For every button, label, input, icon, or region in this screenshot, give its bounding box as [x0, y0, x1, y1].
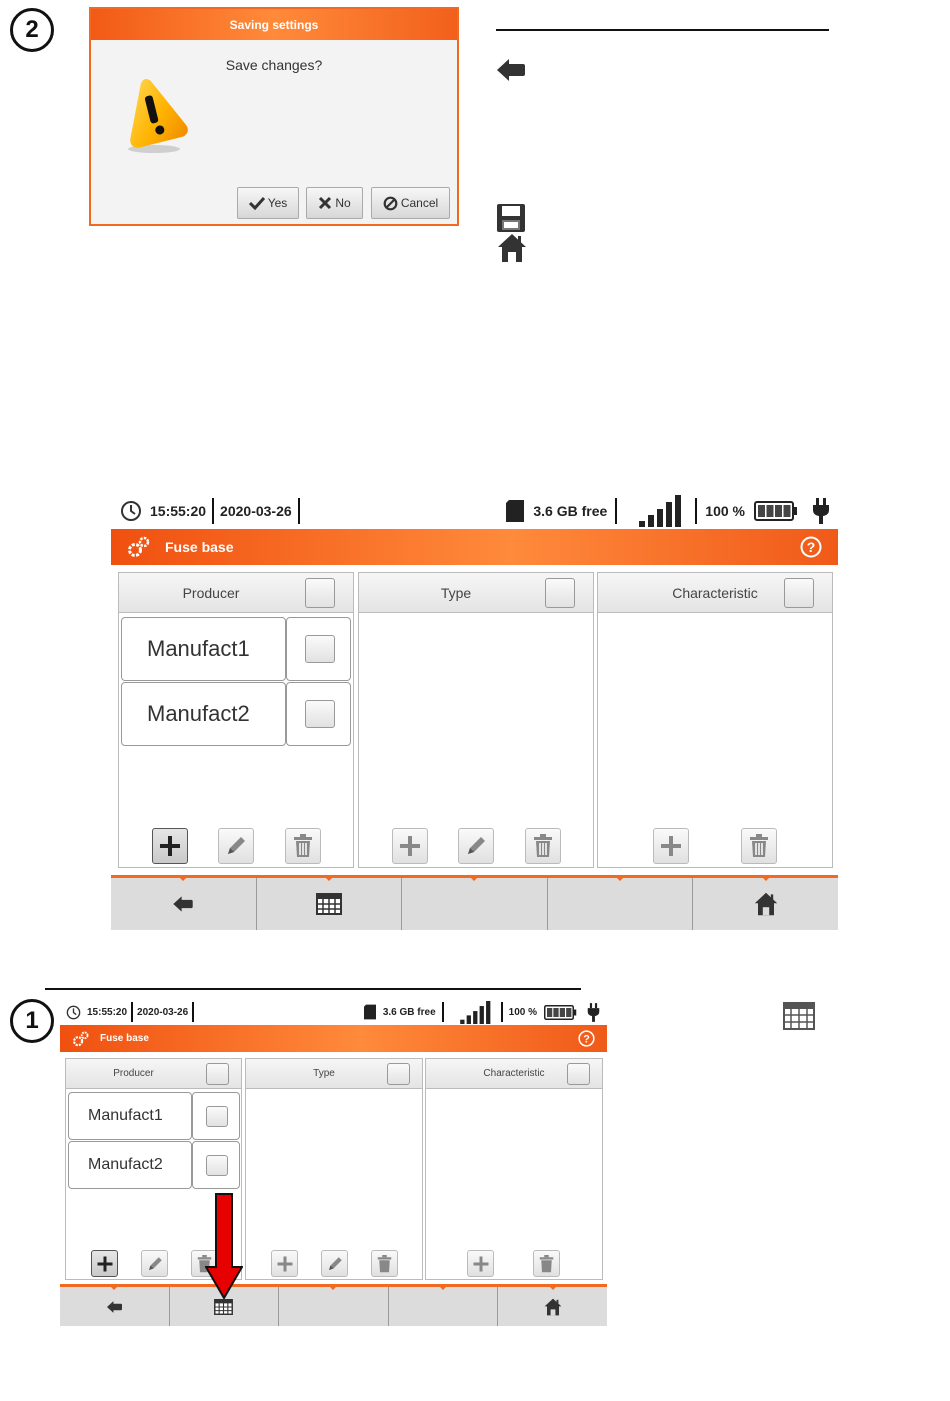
dialog-message: Save changes?: [225, 57, 323, 73]
add-producer-button[interactable]: [91, 1250, 118, 1277]
separator: [695, 498, 697, 524]
producer-select-all-checkbox[interactable]: [206, 1063, 229, 1085]
edit-producer-button[interactable]: [141, 1250, 168, 1277]
producer-name: Manufact2: [88, 1156, 163, 1173]
battery-icon: [754, 501, 798, 521]
home-button[interactable]: [498, 1287, 607, 1326]
empty-toolbar-slot: [548, 878, 694, 930]
characteristic-select-all-checkbox[interactable]: [567, 1063, 590, 1085]
status-date: 2020-03-26: [137, 1006, 189, 1018]
add-producer-button[interactable]: [152, 828, 188, 864]
characteristic-header: [426, 1059, 602, 1089]
producer-row-checkbox-cell: [192, 1141, 240, 1189]
type-header-label: Type: [440, 584, 472, 601]
highlight-arrow: [205, 1193, 243, 1299]
plus-icon: [276, 1255, 294, 1273]
gears-icon: [72, 1031, 90, 1047]
home-icon: [544, 1298, 562, 1316]
table-button[interactable]: [257, 878, 403, 930]
delete-type-button[interactable]: [525, 828, 561, 864]
separator: [442, 1002, 444, 1022]
yes-button[interactable]: [237, 187, 299, 219]
sd-card-icon: [506, 500, 524, 522]
home-icon: [497, 233, 527, 263]
producer-row-name[interactable]: [121, 682, 286, 746]
battery-icon: [544, 1005, 577, 1020]
step-1-marker: [10, 999, 54, 1043]
back-button[interactable]: [111, 878, 257, 930]
add-type-button[interactable]: [271, 1250, 298, 1277]
delete-producer-button[interactable]: [285, 828, 321, 864]
producer-select-all-checkbox[interactable]: [305, 578, 335, 608]
page-title: Fuse base: [100, 1033, 149, 1044]
type-select-all-checkbox[interactable]: [545, 578, 575, 608]
separator: [615, 498, 617, 524]
empty-toolbar-slot: [389, 1287, 499, 1326]
pencil-icon: [146, 1255, 164, 1273]
signal-icon: [460, 1001, 492, 1024]
help-icon[interactable]: [800, 536, 822, 558]
producer-row-checkbox-cell: [286, 617, 351, 681]
separator: [131, 1002, 133, 1022]
empty-toolbar-slot: [279, 1287, 389, 1326]
plus-icon: [472, 1255, 490, 1273]
gears-icon: [127, 536, 151, 558]
producer-row-name[interactable]: [121, 617, 286, 681]
back-arrow-icon: [107, 1300, 122, 1314]
producer-row-checkbox-cell: [286, 682, 351, 746]
bottom-toolbar-small: [60, 1284, 607, 1326]
status-storage: 3.6 GB free: [533, 503, 608, 519]
dialog-title: Saving settings: [91, 9, 457, 40]
type-panel-small: [245, 1058, 423, 1280]
characteristic-header: [598, 573, 832, 613]
notch: [329, 1286, 337, 1290]
bottom-toolbar: [111, 875, 838, 930]
notch: [616, 877, 624, 881]
status-bar-small: [66, 1000, 600, 1024]
status-date: 2020-03-26: [220, 503, 292, 519]
plus-icon: [96, 1255, 114, 1273]
no-button[interactable]: [306, 187, 363, 219]
status-bar: [120, 495, 830, 527]
delete-characteristic-button[interactable]: [533, 1250, 560, 1277]
producer-header: [119, 573, 353, 613]
type-header: [246, 1059, 422, 1089]
delete-type-button[interactable]: [371, 1250, 398, 1277]
title-bar: [111, 529, 838, 565]
notch: [325, 877, 333, 881]
producer-header: [66, 1059, 241, 1089]
cancel-label: Cancel: [400, 196, 439, 210]
floppy-disk-icon: [497, 204, 525, 232]
status-storage: 3.6 GB free: [382, 1006, 436, 1018]
separator: [192, 1002, 194, 1022]
back-arrow-icon: [173, 895, 193, 913]
status-battery-text: 100 %: [705, 503, 745, 519]
trash-icon: [539, 1255, 554, 1273]
producer-name: Manufact1: [88, 1107, 163, 1124]
delete-characteristic-button[interactable]: [741, 828, 777, 864]
no-label: No: [335, 196, 351, 210]
step-1-number: 1: [25, 1007, 39, 1034]
producer-header-label: Producer: [182, 584, 240, 601]
producer-row-checkbox-cell: [192, 1092, 240, 1140]
plus-icon: [158, 834, 182, 858]
status-time: 15:55:20: [150, 503, 207, 519]
pencil-icon: [224, 834, 248, 858]
save-settings-dialog: [89, 7, 459, 226]
separator: [501, 1002, 503, 1022]
svg-text:?: ?: [806, 539, 816, 555]
step-1-divider: [45, 988, 581, 990]
characteristic-panel: [597, 572, 833, 868]
page-title: Fuse base: [165, 539, 234, 555]
producer-name: Manufact2: [147, 701, 250, 726]
producer-row-checkbox[interactable]: [206, 1155, 228, 1176]
edit-type-button[interactable]: [458, 828, 494, 864]
notch: [179, 877, 187, 881]
home-icon: [754, 892, 778, 916]
cancel-button[interactable]: [371, 187, 450, 219]
trash-icon: [749, 834, 769, 858]
yes-label: Yes: [267, 196, 288, 210]
power-plug-icon: [587, 1003, 600, 1022]
power-plug-icon: [812, 498, 830, 524]
cancel-icon: [383, 196, 398, 211]
add-characteristic-button[interactable]: [653, 828, 689, 864]
producer-row-name[interactable]: [68, 1092, 192, 1140]
characteristic-header-label: Characteristic: [672, 584, 758, 601]
add-type-button[interactable]: [392, 828, 428, 864]
back-button[interactable]: [60, 1287, 170, 1326]
home-button[interactable]: [693, 878, 838, 930]
clock-icon: [120, 500, 142, 522]
step-2-number: 2: [25, 16, 39, 43]
producer-row-checkbox[interactable]: [305, 700, 335, 728]
trash-icon: [533, 834, 553, 858]
trash-icon: [293, 834, 313, 858]
checkmark-icon: [249, 196, 265, 210]
status-battery-text: 100 %: [508, 1006, 537, 1018]
type-panel: [358, 572, 594, 868]
x-icon: [318, 196, 332, 210]
add-characteristic-button[interactable]: [467, 1250, 494, 1277]
notch: [470, 877, 478, 881]
producer-name: Manufact1: [147, 636, 250, 661]
empty-toolbar-slot: [402, 878, 548, 930]
back-arrow-icon: [497, 57, 525, 83]
producer-panel: [118, 572, 354, 868]
table-icon: [316, 893, 342, 915]
plus-icon: [398, 834, 422, 858]
table-icon: [783, 1002, 815, 1030]
characteristic-panel-small: [425, 1058, 603, 1280]
pencil-icon: [326, 1255, 344, 1273]
notch: [762, 877, 770, 881]
type-header-label: Type: [313, 1068, 335, 1079]
notch: [549, 1286, 557, 1290]
edit-type-button[interactable]: [321, 1250, 348, 1277]
svg-text:?: ?: [583, 1033, 590, 1046]
characteristic-select-all-checkbox[interactable]: [784, 578, 814, 608]
notch: [110, 1286, 118, 1290]
status-time: 15:55:20: [87, 1006, 128, 1018]
notch: [439, 1286, 447, 1290]
pencil-icon: [464, 834, 488, 858]
characteristic-header-label: Characteristic: [483, 1068, 545, 1079]
clock-icon: [66, 1005, 81, 1020]
help-icon[interactable]: [578, 1030, 595, 1047]
step-2-divider: [496, 29, 829, 31]
warning-icon: [119, 75, 189, 155]
type-select-all-checkbox[interactable]: [387, 1063, 410, 1085]
title-bar-small: [60, 1025, 607, 1052]
edit-producer-button[interactable]: [218, 828, 254, 864]
producer-row-name[interactable]: [68, 1141, 192, 1189]
producer-row-checkbox[interactable]: [305, 635, 335, 663]
type-header: [359, 573, 593, 613]
separator: [298, 498, 300, 524]
step-2-marker: [10, 8, 54, 52]
sd-card-icon: [364, 1004, 376, 1020]
signal-icon: [639, 495, 683, 527]
trash-icon: [377, 1255, 392, 1273]
table-icon: [214, 1299, 233, 1315]
separator: [212, 498, 214, 524]
producer-row-checkbox[interactable]: [206, 1106, 228, 1127]
producer-header-label: Producer: [113, 1068, 154, 1079]
plus-icon: [659, 834, 683, 858]
